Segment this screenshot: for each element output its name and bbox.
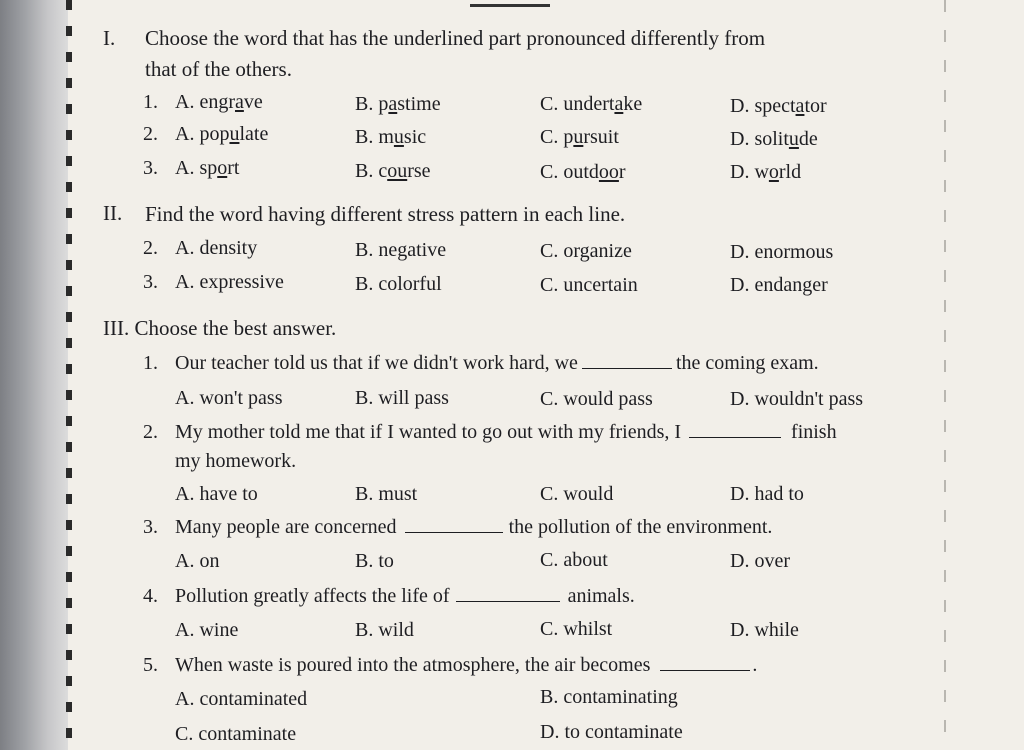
option-c: C. would pass xyxy=(540,388,653,410)
binding-holes xyxy=(66,0,72,750)
section-3-heading: III. Choose the best answer. xyxy=(103,316,337,340)
option-c: C. outdoor xyxy=(540,161,626,183)
question-1-stem: Our teacher told us that if we didn't work hard, we the coming exam. xyxy=(175,352,819,374)
option-b: B. music xyxy=(355,126,427,148)
item-number: 1. xyxy=(143,91,158,113)
option-d: D. solitude xyxy=(730,128,818,150)
section-2-number: II. xyxy=(103,201,123,225)
question-number: 3. xyxy=(143,516,158,538)
question-2-stem-line-2: my homework. xyxy=(175,450,297,472)
item-number: 3. xyxy=(143,271,158,293)
option-a: A. expressive xyxy=(175,271,284,293)
option-b: B. wild xyxy=(355,619,414,641)
option-d: D. over xyxy=(730,550,790,572)
option-b: B. negative xyxy=(355,239,447,261)
option-a: A. contaminated xyxy=(175,688,308,710)
answer-blank xyxy=(689,436,781,438)
option-b: B. course xyxy=(355,160,431,182)
question-number: 4. xyxy=(143,585,158,607)
section-1-number: I. xyxy=(103,26,116,50)
option-b: B. pastime xyxy=(355,93,441,115)
option-b: B. contaminating xyxy=(540,686,678,708)
option-a: A. engrave xyxy=(175,91,263,113)
answer-blank xyxy=(405,531,503,533)
question-4-stem: Pollution greatly affects the life of animals. xyxy=(175,585,635,607)
item-number: 2. xyxy=(143,237,158,259)
option-c: C. uncertain xyxy=(540,274,638,296)
section-1-instruction-line-1: Choose the word that has the underlined part pronounced differently from xyxy=(145,26,766,50)
question-5-stem: When waste is poured into the atmosphere, the air becomes . xyxy=(175,654,758,676)
option-d: D. spectator xyxy=(730,95,827,117)
section-1-instruction-line-2: that of the others. xyxy=(145,57,292,81)
option-d: D. had to xyxy=(730,483,804,505)
page-header-mark xyxy=(470,0,550,7)
item-number: 3. xyxy=(143,157,158,179)
option-b: B. will pass xyxy=(355,387,449,409)
option-c: C. undertake xyxy=(540,93,643,115)
option-c: C. whilst xyxy=(540,618,613,640)
option-a: A. sport xyxy=(175,157,240,179)
question-number: 2. xyxy=(143,421,158,443)
option-a: A. wine xyxy=(175,619,239,641)
option-c: C. would xyxy=(540,483,614,505)
question-3-stem: Many people are concerned the pollution of the environment. xyxy=(175,516,773,538)
option-b: B. must xyxy=(355,483,418,505)
option-a: A. won't pass xyxy=(175,387,283,409)
question-2-stem: My mother told me that if I wanted to go out with my friends, I finish xyxy=(175,421,837,443)
option-a: A. on xyxy=(175,550,220,572)
option-a: A. populate xyxy=(175,123,269,145)
option-d: D. world xyxy=(730,161,802,183)
option-c: C. about xyxy=(540,549,608,571)
answer-blank xyxy=(660,669,750,671)
answer-blank xyxy=(456,600,560,602)
page-fold-line xyxy=(944,0,946,750)
item-number: 2. xyxy=(143,123,158,145)
option-c: C. pursuit xyxy=(540,126,619,148)
option-d: D. wouldn't pass xyxy=(730,388,864,410)
option-d: D. endanger xyxy=(730,274,828,296)
book-spine-shadow xyxy=(0,0,68,750)
option-c: C. organize xyxy=(540,240,632,262)
question-number: 5. xyxy=(143,654,158,676)
option-a: A. density xyxy=(175,237,258,259)
question-number: 1. xyxy=(143,352,158,374)
option-d: D. while xyxy=(730,619,799,641)
answer-blank xyxy=(582,367,672,369)
option-b: B. to xyxy=(355,550,394,572)
option-a: A. have to xyxy=(175,483,258,505)
option-d: D. to contaminate xyxy=(540,721,683,743)
option-c: C. contaminate xyxy=(175,723,297,745)
section-2-instruction: Find the word having different stress pattern in each line. xyxy=(145,202,626,226)
option-d: D. enormous xyxy=(730,241,834,263)
option-b: B. colorful xyxy=(355,273,442,295)
